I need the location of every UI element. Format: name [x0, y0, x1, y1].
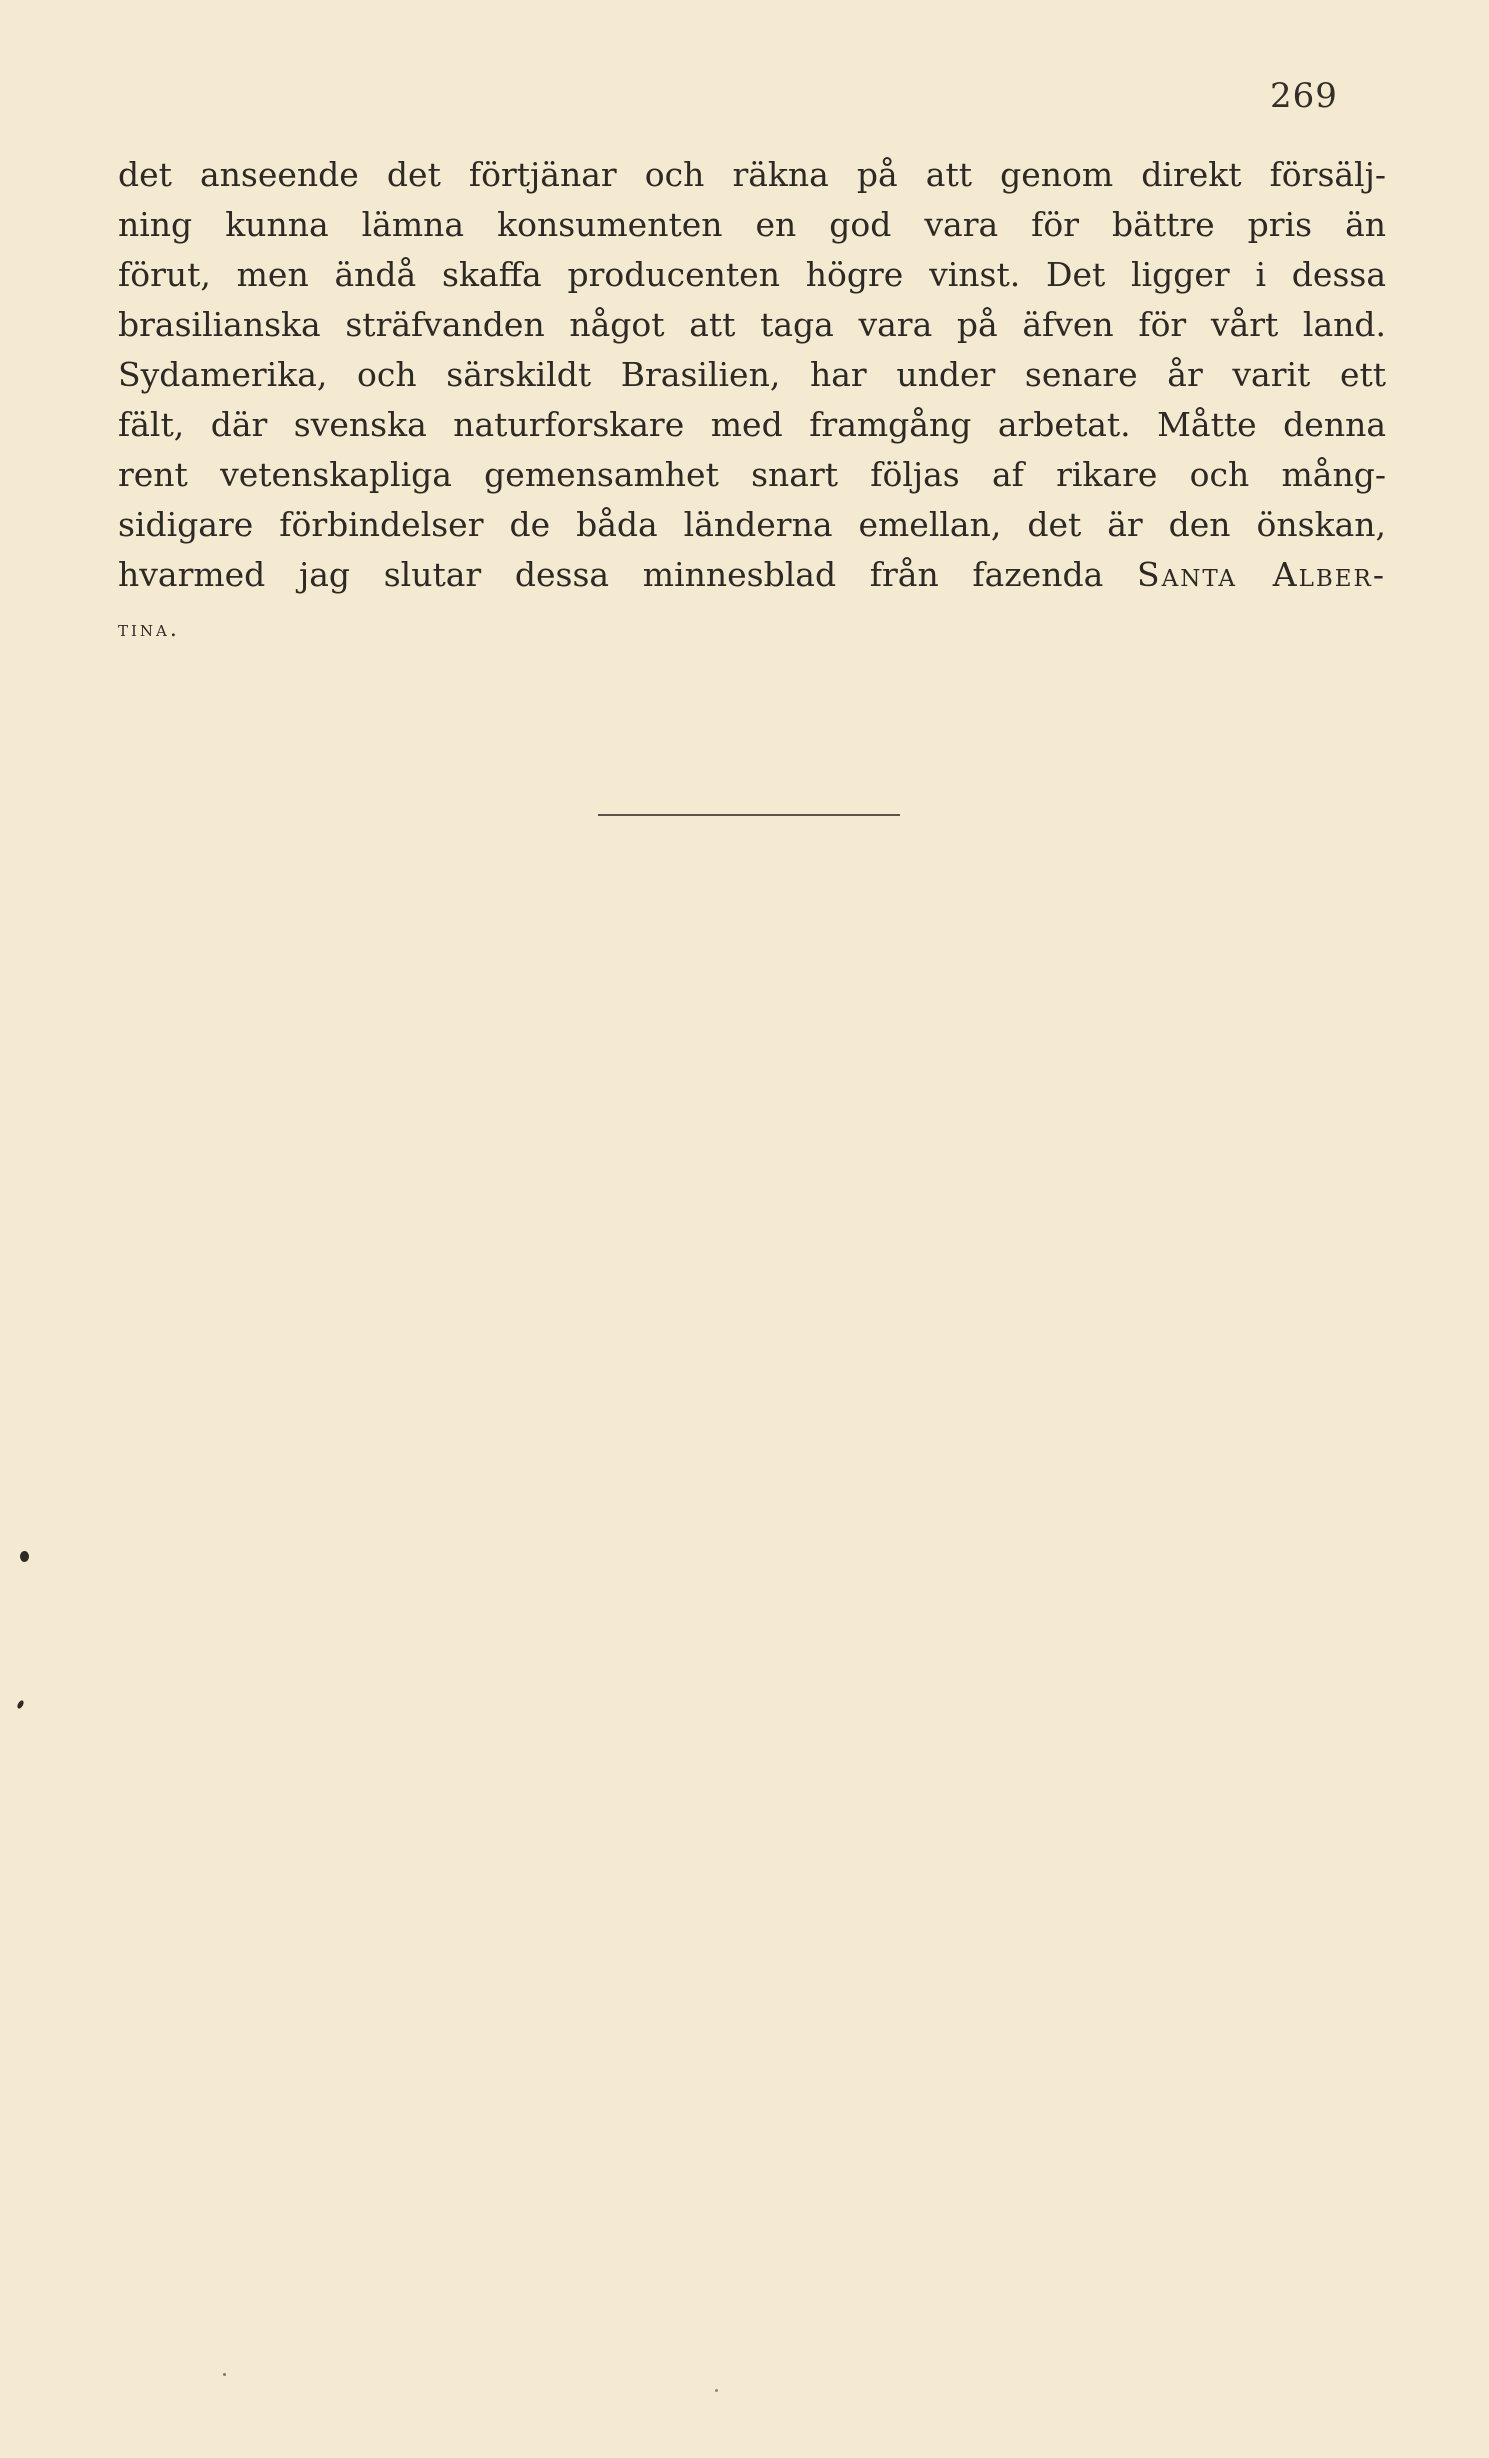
- section-divider-rule: [598, 814, 900, 816]
- text-line-9-main: hvarmed jag slutar dessa minnesblad från fazenda: [118, 555, 1104, 594]
- text-line-9: [118, 550, 1386, 600]
- ink-speck: [16, 1699, 25, 1709]
- text-line-1: det anseende det förtjänar och räkna på att genom direkt försälj-: [118, 155, 1386, 194]
- text-line-6: fält, där svenska naturforskare med framgång arbetat. Måtte denna: [118, 405, 1386, 444]
- ink-speck: [223, 2373, 226, 2376]
- text-line-5: Sydamerika, och särskildt Brasilien, har under senare år varit ett: [118, 355, 1386, 394]
- text-line-10: [118, 600, 1386, 650]
- text-line-4: brasilianska sträfvanden något att taga vara på äfven för vårt land.: [118, 305, 1386, 344]
- place-name-continuation: tina.: [118, 617, 180, 642]
- ink-speck: [715, 2389, 718, 2392]
- body-text: [118, 150, 1386, 650]
- ink-speck: [20, 1551, 29, 1562]
- text-line-8: sidigare förbindelser de båda länderna emellan, det är den önskan,: [118, 505, 1386, 544]
- place-name-small-caps: Santa Alber-: [1137, 555, 1387, 594]
- page-number: 269: [1270, 76, 1338, 116]
- text-line-7: rent vetenskapliga gemensamhet snart följas af rikare och mång-: [118, 455, 1386, 494]
- text-line-2: ning kunna lämna konsumenten en god vara för bättre pris än: [118, 205, 1386, 244]
- text-line-3: förut, men ändå skaffa producenten högre vinst. Det ligger i dessa: [118, 255, 1386, 294]
